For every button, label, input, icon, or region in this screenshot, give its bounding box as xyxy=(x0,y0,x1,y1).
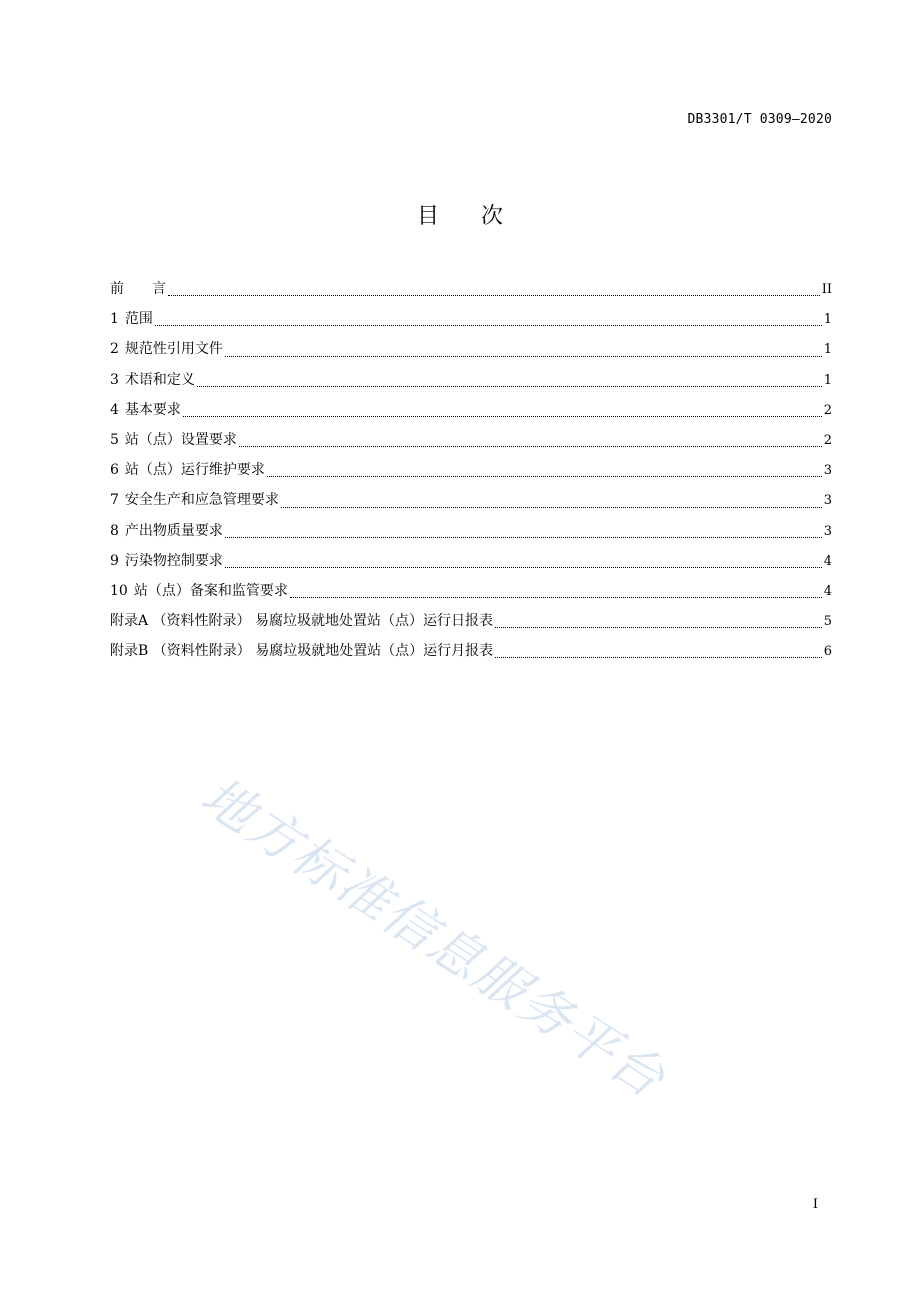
toc-leader-dots xyxy=(168,295,820,296)
toc-entry-label xyxy=(110,459,265,481)
toc-entry-page: 3 xyxy=(823,493,832,509)
toc-entry-number: 10 xyxy=(110,582,128,599)
toc-entry-title: 规范性引用文件 xyxy=(124,341,223,358)
toc-entry[interactable] xyxy=(110,369,832,399)
toc-entry-title: 产出物质量要求 xyxy=(124,522,223,539)
toc-leader-dots xyxy=(281,507,822,508)
toc-entry-page: 1 xyxy=(823,372,832,388)
toc-entry-page: 3 xyxy=(823,523,832,539)
toc-leader-dots xyxy=(495,627,822,628)
page-title-char-1: 目 xyxy=(416,204,439,229)
toc-entry-page: 4 xyxy=(823,583,832,599)
toc-entry[interactable] xyxy=(110,550,832,580)
toc-entry[interactable] xyxy=(110,459,832,489)
toc-leader-dots xyxy=(197,386,822,387)
toc-entry-number: 3 xyxy=(110,371,119,388)
toc-entry-label xyxy=(110,550,223,572)
toc-entry-label xyxy=(110,278,166,300)
toc-entry-page: 1 xyxy=(823,312,832,328)
toc-leader-dots xyxy=(495,657,822,658)
toc-entry-number: 7 xyxy=(110,492,119,509)
toc-entry-page: 2 xyxy=(823,432,832,448)
toc-entry[interactable] xyxy=(110,399,832,429)
toc-leader-dots xyxy=(225,356,822,357)
toc-entry-number: 5 xyxy=(110,431,119,448)
page-title-char-2: 次 xyxy=(481,204,504,229)
toc-leader-dots xyxy=(183,416,822,417)
toc-leader-dots xyxy=(155,325,822,326)
toc-entry-number: 8 xyxy=(110,522,119,539)
toc-entry-title: 污染物控制要求 xyxy=(124,552,223,569)
toc-entry-page: II xyxy=(821,282,832,297)
toc-entry-label xyxy=(110,610,493,632)
page-number: I xyxy=(812,1197,818,1212)
toc-entry[interactable] xyxy=(110,640,832,670)
watermark: 地方标准信息服务平台 xyxy=(190,765,676,1111)
toc-entry-label xyxy=(110,399,181,421)
toc-entry[interactable] xyxy=(110,338,832,368)
toc-entry-label xyxy=(110,338,223,360)
toc-leader-dots xyxy=(239,446,822,447)
toc-entry-page: 2 xyxy=(823,402,832,418)
toc-leader-dots xyxy=(290,597,822,598)
toc-entry-number: 1 xyxy=(110,311,119,328)
toc-entry-title: 站（点）备案和监管要求 xyxy=(133,582,288,599)
toc-entry-title: 站（点）运行维护要求 xyxy=(124,462,265,479)
toc-leader-dots xyxy=(225,537,822,538)
toc-entry-page: 6 xyxy=(823,644,832,660)
toc-entry[interactable] xyxy=(110,308,832,338)
toc-entry-title: 基本要求 xyxy=(124,401,181,418)
toc-entry-number: 6 xyxy=(110,462,119,479)
toc-leader-dots xyxy=(225,567,822,568)
toc-entry-title: 术语和定义 xyxy=(124,371,195,388)
toc-entry-title: 附录B （资料性附录） 易腐垃圾就地处置站（点）运行月报表 xyxy=(110,643,494,660)
document-code: DB3301/T 0309—2020 xyxy=(687,112,832,127)
toc-entry-label xyxy=(110,489,279,511)
toc-entry[interactable] xyxy=(110,520,832,550)
toc-entry-number: 4 xyxy=(110,401,119,418)
toc-entry-title: 前 言 xyxy=(110,281,166,297)
toc-entry-page: 3 xyxy=(823,463,832,479)
toc-entry-page: 4 xyxy=(823,553,832,569)
toc-entry[interactable] xyxy=(110,610,832,640)
toc-leader-dots xyxy=(267,476,822,477)
toc-entry-label xyxy=(110,429,237,451)
toc-entry-label xyxy=(110,640,493,662)
toc-entry-title: 范围 xyxy=(124,311,153,328)
toc-entry-number: 9 xyxy=(110,552,119,569)
toc-entry[interactable] xyxy=(110,278,832,308)
toc-entry[interactable] xyxy=(110,580,832,610)
toc-entry-number: 2 xyxy=(110,341,119,358)
toc-entry-page: 1 xyxy=(823,342,832,358)
toc-entry-title: 安全生产和应急管理要求 xyxy=(124,492,279,509)
toc-entry-label xyxy=(110,580,288,602)
toc-entry-title: 站（点）设置要求 xyxy=(124,431,237,448)
toc-entry[interactable] xyxy=(110,429,832,459)
toc-entry-label xyxy=(110,308,153,330)
table-of-contents xyxy=(110,278,832,670)
toc-entry-title: 附录A （资料性附录） 易腐垃圾就地处置站（点）运行日报表 xyxy=(110,613,494,630)
page-title xyxy=(0,200,920,234)
toc-entry-label xyxy=(110,520,223,542)
toc-entry-label xyxy=(110,369,195,391)
toc-entry-page: 5 xyxy=(823,614,832,630)
toc-entry[interactable] xyxy=(110,489,832,519)
